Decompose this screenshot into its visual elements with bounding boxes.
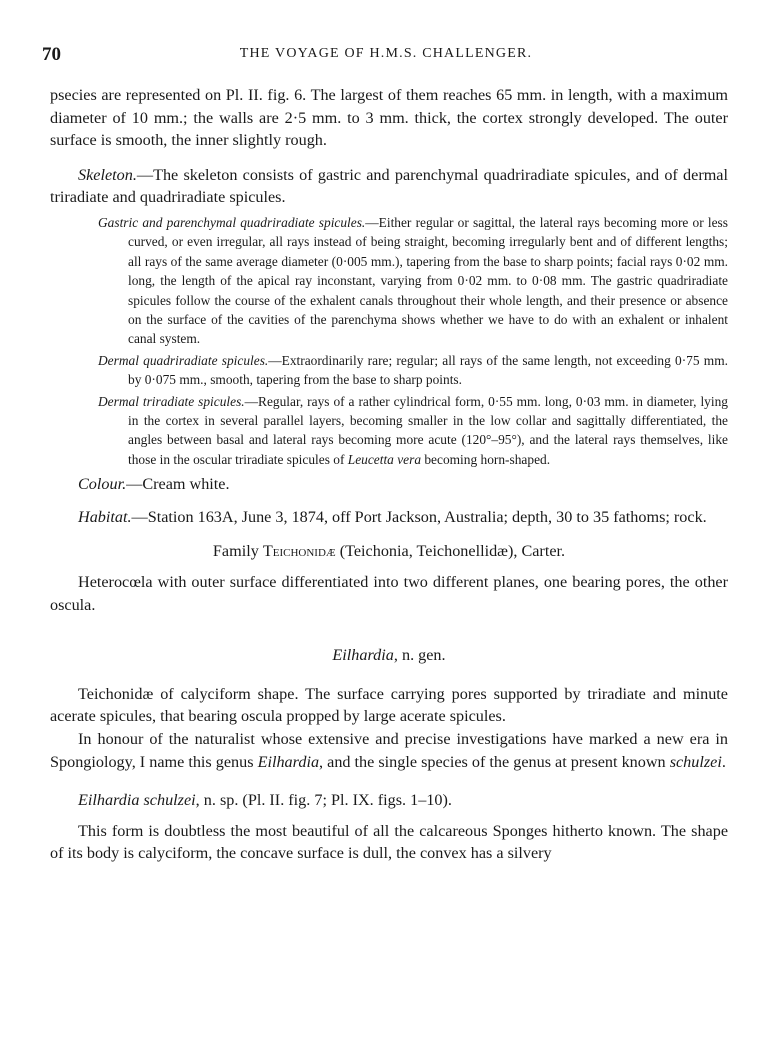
family-name: Teichonidæ	[262, 542, 336, 561]
family-description: Heterocœla with outer surface differentiated into two different planes, one bearing pores, the other oscula.	[50, 573, 728, 614]
dermal-quadriradiate-paragraph	[98, 351, 728, 390]
genus-description: Teichonidæ of calyciform shape. The surface carrying pores supported by triradiate and minute acerate spicules, that bearing oscula propped by large acerate spicules.	[50, 684, 728, 726]
gastric-spicules-paragraph	[98, 213, 728, 349]
family-prefix: Family	[212, 542, 263, 561]
species-heading	[50, 789, 728, 812]
colour-heading: Colour.	[78, 475, 127, 494]
honour-species: schulzei	[669, 752, 722, 771]
running-header	[42, 44, 730, 68]
dermal-quadriradiate-text: —Extraordinarily rare; regular; all rays of the same length, not exceeding 0·75 mm. by 0·075 mm., smooth, tapering from the base to sharp points.	[128, 352, 728, 388]
habitat-heading: Habitat.	[78, 507, 132, 526]
species-heading-name: Eilhardia schulzei	[78, 791, 196, 810]
page-number: 70	[42, 44, 61, 65]
gastric-spicules-text: —Either regular or sagittal, the lateral rays becoming more or less curved, or even irregular, all rays instead of being straight, becoming irregularly bent and of different lengths; all rays of the same average diameter (0·005 mm.), tapering from the base to sharp points; facial rays 0·02 mm. long, the length of the apical ray inconstant, varying from 0·02 mm. to 0·08 mm. The gastric quadriradiate spicules follow the course of the exhalent canals throughout their whole length, and their presence or absence on the surface of the cavities of the parenchyma shows whether we have to do with an exhalent or inhalent canal system.	[128, 214, 728, 347]
running-title: THE VOYAGE OF H.M.S. CHALLENGER.	[239, 46, 533, 61]
dermal-triradiate-heading: Dermal triradiate spicules.	[98, 393, 245, 409]
skeleton-paragraph	[50, 164, 728, 209]
genus-heading	[50, 644, 728, 667]
genus-suffix: , n. gen.	[393, 646, 446, 665]
family-suffix: (Teichonia, Teichonellidæ), Carter.	[335, 542, 566, 561]
habitat-text: —Station 163A, June 3, 1874, off Port Jackson, Australia; depth, 30 to 35 fathoms; rock.	[131, 507, 707, 526]
species-name: Leucetta vera	[347, 451, 422, 467]
species-heading-text: , n. sp. (Pl. II. fig. 7; Pl. IX. figs. 1–10).	[195, 791, 452, 810]
genus-name: Eilhardia	[332, 646, 394, 665]
gastric-spicules-heading: Gastric and parenchymal quadriradiate spicules.	[98, 214, 366, 230]
colour-text: —Cream white.	[126, 475, 230, 494]
dermal-triradiate-text-a: —Regular, rays of a rather cylindrical form, 0·55 mm. long, 0·03 mm. in diameter, lying in the cortex in several parallel layers, becoming smaller in the low collar and sagittally differentiated, the angles between basal and lateral rays becoming more acute (120°–95°), and the lateral rays themselves, like those in the oscular triradiate spicules of	[128, 393, 728, 467]
honour-genus: Eilhardia	[257, 752, 320, 771]
colour-paragraph	[50, 473, 728, 496]
page-body	[50, 84, 728, 865]
honour-text-c: .	[721, 752, 726, 771]
dermal-triradiate-paragraph	[98, 392, 728, 470]
honour-paragraph	[50, 728, 728, 773]
dermal-quadriradiate-heading: Dermal quadriradiate spicules.	[98, 352, 269, 368]
family-heading	[50, 540, 728, 563]
species-description: This form is doubtless the most beautiful of all the calcareous Sponges hitherto known. The shape of its body is calyciform, the concave surface is dull, the convex has a silvery	[50, 821, 728, 863]
dermal-triradiate-text-b: becoming horn-shaped.	[421, 451, 551, 467]
skeleton-text: —The skeleton consists of gastric and parenchymal quadriradiate spicules, and of dermal triradiate and quadriradiate spicules.	[50, 165, 728, 207]
skeleton-heading: Skeleton.	[78, 165, 137, 184]
habitat-paragraph	[50, 506, 728, 529]
honour-text-a: In honour of the naturalist whose extensive and precise investigations have marked a new era in Spongiology, I name this genus	[50, 730, 728, 771]
honour-text-b: , and the single species of the genus at present known	[319, 752, 670, 771]
paragraph-continuation: psecies are represented on Pl. II. fig. 6. The largest of them reaches 65 mm. in length, with a maximum diameter of 10 mm.; the walls are 2·5 mm. to 3 mm. thick, the cortex strongly developed. The outer surface is smooth, the inner slightly rough.	[50, 86, 728, 150]
